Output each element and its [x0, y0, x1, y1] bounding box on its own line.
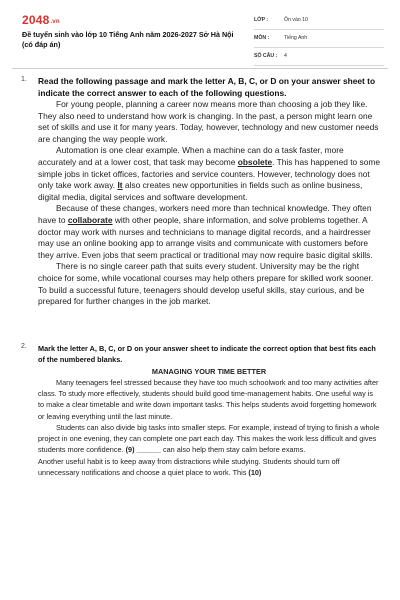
site-logo[interactable] — [22, 13, 60, 27]
passage-paragraph-2 — [38, 422, 380, 456]
passage-paragraph-3 — [38, 456, 380, 479]
meta-subject — [254, 33, 384, 48]
meta-count-label: SỐ CÂU : — [254, 53, 278, 59]
meta-count-value: 4 — [284, 53, 287, 59]
passage-paragraph-4: There is no single career path that suits every student. University may be the right choice for some, while vocational courses may help others prepare for skilled work sooner. To build a successful future, teenagers should develop useful skills, stay curious, and be prepared for further changes in the job market. — [38, 261, 374, 307]
blank-10: (10) — [248, 468, 262, 478]
question-instruction: Read the following passage and mark the letter A, B, C, or D on your answer sheet to indicate the correct answer to each of the following questions. — [38, 76, 376, 98]
header-divider — [12, 68, 388, 69]
text: also creates new opportunities in fields such as online business, digital media, digital services and software development. — [38, 180, 363, 202]
meta-class-value: Ôn vào 10 — [284, 17, 308, 23]
logo-text: 2048 — [22, 13, 50, 27]
text: Students can also divide big tasks into smaller steps. For example, instead of trying to finish a whole project in one evening, they can complete one part each day. This makes the work less difficult and gives students more confidence. — [38, 422, 380, 455]
text: can also help them stay calm before exams. — [160, 445, 306, 455]
exam-title: Đề tuyển sinh vào lớp 10 Tiếng Anh năm 2026-2027 Sở Hà Nội (có đáp án) — [22, 30, 234, 49]
keyword-obsolete: obsolete — [237, 156, 273, 167]
passage-title: MANAGING YOUR TIME BETTER — [151, 366, 267, 376]
passage-paragraph-2 — [38, 145, 380, 203]
page-header — [0, 0, 400, 66]
meta-subject-label: MÔN : — [254, 35, 270, 41]
text: Automation is one clear example. When a machine can do a task faster, more accurately and at a lower cost, that task may become — [38, 145, 344, 167]
question-2 — [0, 343, 400, 479]
text: Because of these changes, workers need more than technical knowledge. They often have to — [38, 203, 372, 225]
keyword-collaborate: collaborate — [67, 214, 113, 225]
question-1 — [0, 76, 400, 308]
text: with other people, share information, and solve problems together. A doctor may work with nurses and technicians to manage digital records, and a hairdresser may use an online booking app to arrange visits and communicate with customers before they arrive. Even jobs that seem practical or traditional may now require basic digital skills. — [38, 214, 373, 260]
passage-paragraph-1: For young people, planning a career now means more than choosing a job they like. They also need to understand how work is changing. In the past, a person might learn one set of skills and use it for many years. Today, however, technology and new customer needs are changing the way people work. — [38, 99, 379, 144]
question-instruction: Mark the letter A, B, C, or D on your answer sheet to indicate the correct option that best fits each of the numbered blanks. — [38, 343, 376, 364]
passage-paragraph-1: Many teenagers feel stressed because they have too much schoolwork and too many activities after class. To study more effectively, students should build good time-management habits. One useful way is to make a clear timetable and write down important tasks. This helps students avoid forgetting homework or leaving everything until the last minute. — [38, 377, 379, 421]
meta-count — [254, 51, 384, 66]
keyword-it: It — [117, 180, 123, 191]
logo-domain: .vn — [50, 19, 60, 25]
questions — [0, 76, 400, 478]
text: . This has happened to some simple jobs in ticket offices, factories and service counters. However, technology does not only take work away. — [38, 156, 381, 191]
exam-meta — [254, 15, 384, 69]
meta-subject-value: Tiếng Anh — [284, 35, 308, 41]
meta-class — [254, 15, 384, 30]
question-number: 1. — [21, 76, 27, 83]
blank-9: (9) ______ — [125, 445, 161, 455]
text: Another useful habit is to keep away from distractions while studying. Students should turn off unnecessary notifications and choose a quiet place to work. This — [38, 456, 340, 478]
meta-class-label: LỚP : — [254, 17, 269, 23]
question-number: 2. — [21, 342, 27, 350]
passage-paragraph-3 — [38, 203, 380, 261]
